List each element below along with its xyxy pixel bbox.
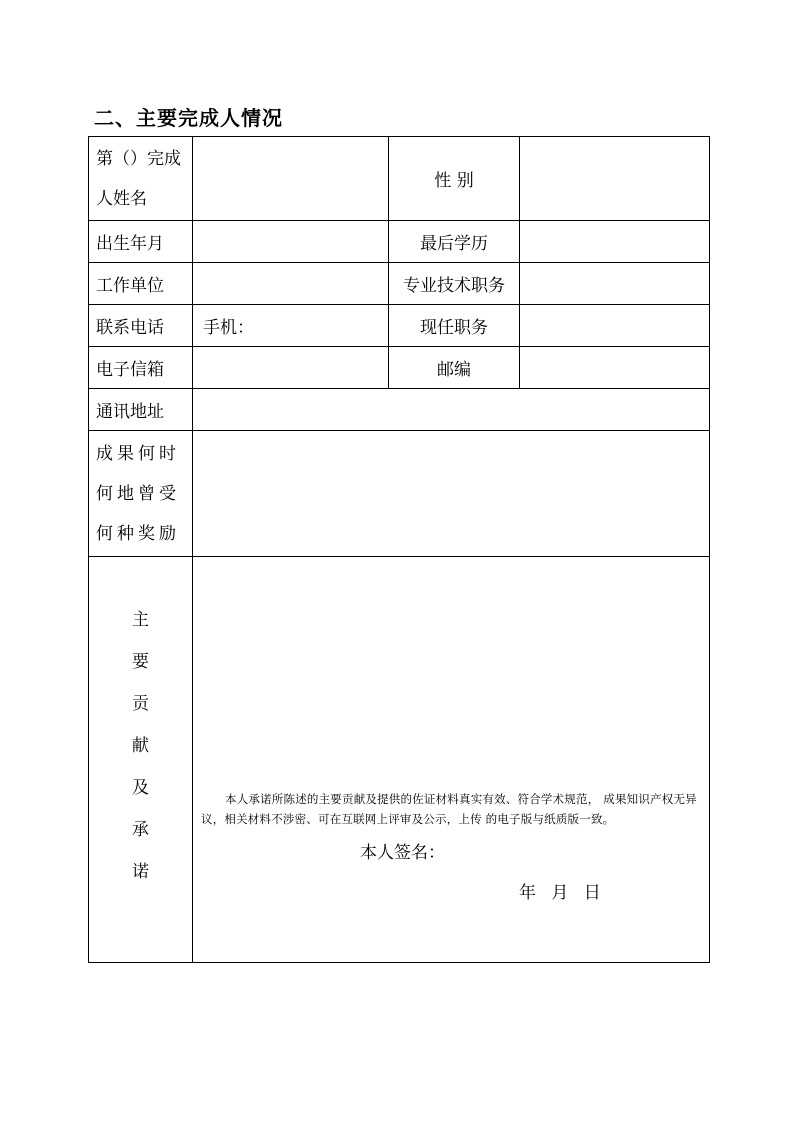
work-unit-field[interactable]	[193, 263, 389, 305]
awards-label-line3: 何种奖励	[96, 523, 180, 544]
contribution-label-char: 要	[132, 652, 149, 672]
email-field[interactable]	[193, 347, 389, 389]
contribution-field[interactable]	[193, 557, 710, 963]
name-label	[89, 137, 193, 221]
title-label: 专业技术职务	[389, 263, 520, 305]
table-row	[89, 389, 710, 431]
phone-label: 联系电话	[89, 305, 193, 347]
education-field[interactable]	[520, 221, 710, 263]
table-row	[89, 347, 710, 389]
postcode-label: 邮编	[389, 347, 520, 389]
position-label: 现任职务	[389, 305, 520, 347]
contribution-label-char: 主	[132, 610, 149, 630]
contribution-label	[89, 557, 193, 963]
table-row	[89, 221, 710, 263]
signature-label: 本人签名：	[360, 843, 445, 863]
name-label-line1: 第（）完成	[96, 149, 181, 169]
contribution-label-char: 贡	[132, 694, 149, 714]
work-unit-label: 工作单位	[89, 263, 193, 305]
awards-label-line2: 何地曾受	[96, 483, 180, 504]
table-row	[89, 305, 710, 347]
contribution-label-char: 承	[132, 820, 149, 840]
contribution-label-char: 献	[132, 736, 149, 756]
date-label: 年 月 日	[519, 883, 601, 903]
phone-field[interactable]: 手机：	[193, 305, 389, 347]
table-row	[89, 263, 710, 305]
awards-label-line1: 成果何时	[96, 443, 180, 464]
name-field[interactable]	[193, 137, 389, 221]
table-row	[89, 137, 710, 221]
contribution-label-char: 及	[132, 778, 149, 798]
position-field[interactable]	[520, 305, 710, 347]
name-label-line2: 人姓名	[96, 189, 147, 209]
completer-info-table	[88, 136, 710, 963]
address-field[interactable]	[193, 389, 710, 431]
email-label: 电子信箱	[89, 347, 193, 389]
education-label: 最后学历	[389, 221, 520, 263]
contribution-label-char: 诺	[132, 862, 149, 882]
pledge-text: 本人承诺所陈述的主要贡献及提供的佐证材料真实有效、符合学术规范， 成果知识产权无异议，相关材料不涉密、可在互联网上评审及公示，上传 的电子版与纸质版一致。	[201, 792, 697, 826]
table-row	[89, 431, 710, 557]
section-title: 二、主要完成人情况	[94, 106, 283, 130]
postcode-field[interactable]	[520, 347, 710, 389]
birth-label: 出生年月	[89, 221, 193, 263]
gender-label: 性 别	[389, 137, 520, 221]
title-field[interactable]	[520, 263, 710, 305]
birth-field[interactable]	[193, 221, 389, 263]
address-label: 通讯地址	[89, 389, 193, 431]
table-row	[89, 557, 710, 963]
awards-field[interactable]	[193, 431, 710, 557]
gender-field[interactable]	[520, 137, 710, 221]
awards-label	[89, 431, 193, 557]
